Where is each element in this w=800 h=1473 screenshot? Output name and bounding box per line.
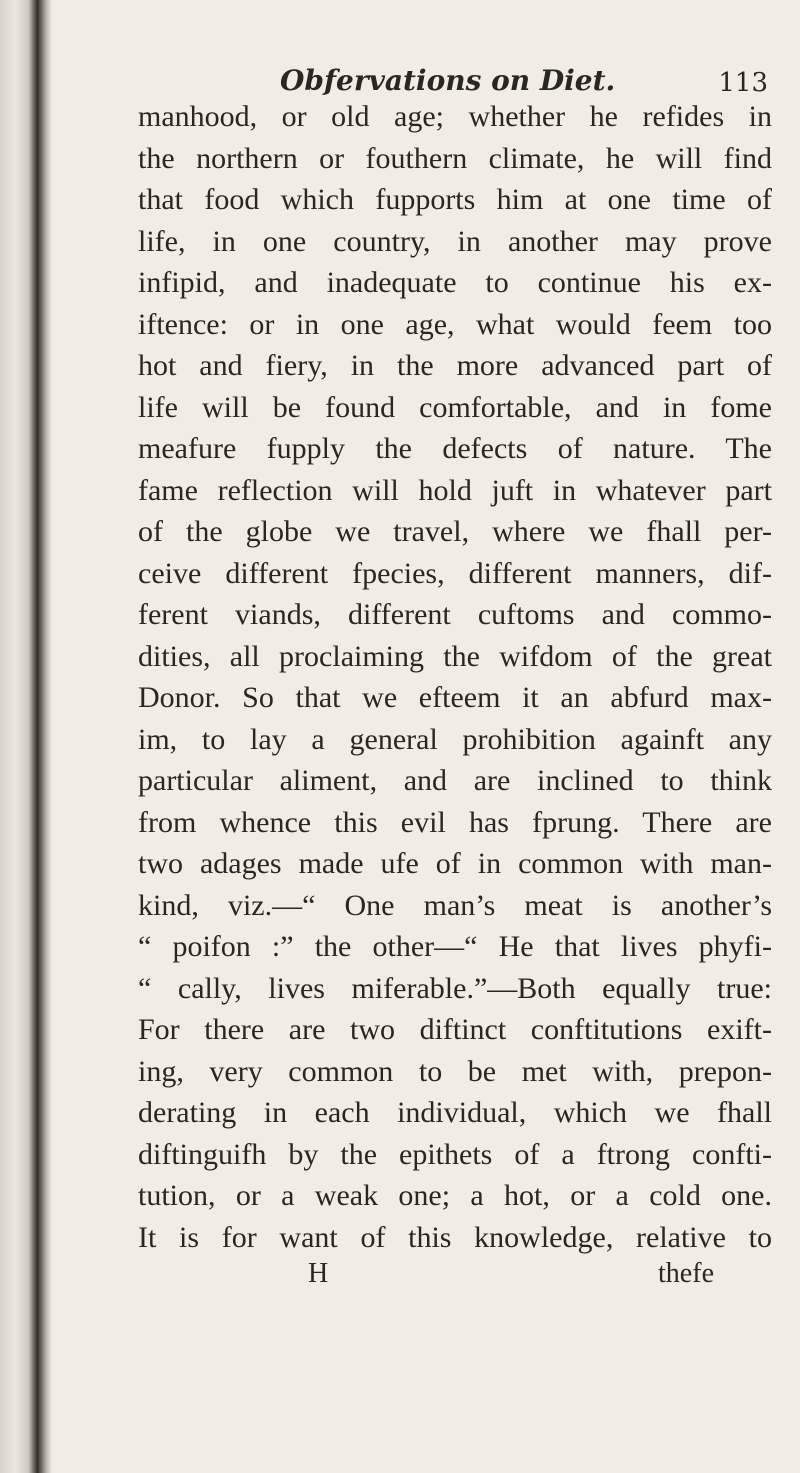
page-gutter-shadow xyxy=(38,0,52,1473)
text-line: dities, all proclaiming the wifdom of the great xyxy=(138,639,772,673)
text-line: ferent viands, different cuftoms and commo- xyxy=(138,598,772,631)
text-line: life, in one country, in another may prove xyxy=(138,224,772,258)
page-number: 113 xyxy=(718,68,768,98)
text-line: the northern or fouthern climate, he will find xyxy=(138,141,772,175)
text-line: “ poifon :” the other—“ He that lives phyfi- xyxy=(138,930,772,963)
running-title: Obfervations on Diet. xyxy=(280,64,616,97)
text-line: Donor. So that we efteem it an abfurd max- xyxy=(138,681,772,714)
body-text xyxy=(138,96,772,1300)
text-line: that food which fupports him at one time of xyxy=(138,183,772,216)
text-line: meafure fupply the defects of nature. The xyxy=(138,432,772,465)
text-line: manhood, or old age; whether he refides in xyxy=(138,100,772,133)
text-line: tution, or a weak one; a hot, or a cold one. xyxy=(138,1179,772,1212)
text-line: For there are two diftinct conftitutions exift- xyxy=(138,1013,772,1046)
text-line: hot and fiery, in the more advanced part of xyxy=(138,349,772,382)
catchword: thefe xyxy=(658,1258,714,1289)
text-line: infipid, and inadequate to continue his ex- xyxy=(138,266,772,299)
text-line: ing, very common to be met with, prepon- xyxy=(138,1054,772,1088)
text-line: of the globe we travel, where we fhall per- xyxy=(138,515,772,548)
text-line: from whence this evil has fprung. There are xyxy=(138,805,772,839)
text-line: “ cally, lives miferable.”—Both equally true: xyxy=(138,971,772,1005)
book-binding-edge xyxy=(0,0,38,1473)
text-line: life will be found comfortable, and in fome xyxy=(138,390,772,424)
text-line: particular aliment, and are inclined to think xyxy=(138,764,772,797)
text-line: kind, viz.—“ One man’s meat is another’s xyxy=(138,888,772,922)
footer-line xyxy=(138,1258,772,1300)
text-line: diftinguifh by the epithets of a ftrong confti- xyxy=(138,1137,772,1171)
text-line: It is for want of this knowledge, relative to xyxy=(138,1220,772,1254)
signature-mark: H xyxy=(308,1258,329,1289)
text-line: derating in each individual, which we fhall xyxy=(138,1096,772,1129)
text-line: fame reflection will hold juft in whatever part xyxy=(138,473,772,507)
text-line: ceive different fpecies, different manners, dif- xyxy=(138,556,772,590)
text-line: iftence: or in one age, what would feem too xyxy=(138,307,772,341)
text-line: im, to lay a general prohibition againft any xyxy=(138,722,772,756)
text-line: two adages made ufe of in common with man- xyxy=(138,847,772,880)
